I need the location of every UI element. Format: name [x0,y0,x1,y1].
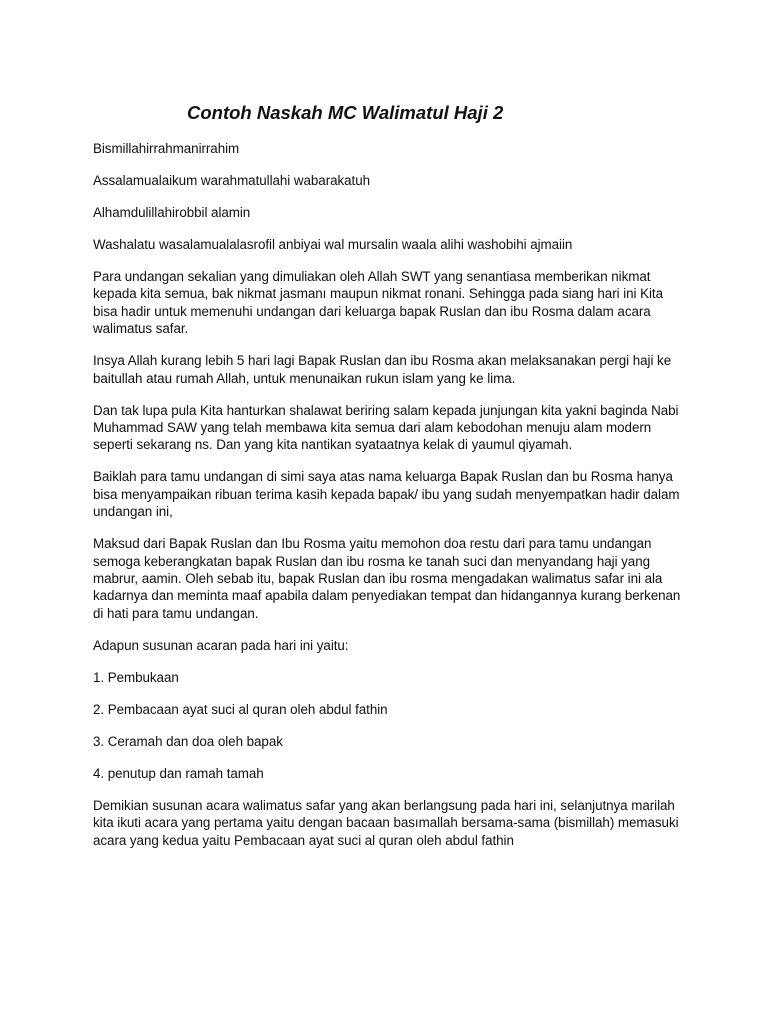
agenda-item-4: 4. penutup dan ramah tamah [93,765,264,781]
agenda-item-2: 2. Pembacaan ayat suci al quran oleh abdul fathin [93,701,388,717]
agenda-item-1: 1. Pembukaan [93,669,179,685]
paragraph-basmalah: Bismillahirrahmanirrahim [93,141,240,156]
agenda-item-3: 3. Ceramah dan doa oleh bapak [93,733,283,749]
paragraph-greeting-guests: Para undangan sekalian yang dimuliakan oleh Allah SWT yang senantiasa memberikan nikmat kepada kita semua, bak nikmat jasmanı maupun nikmat ronani. Sehingga pada siang hari ini Kita bisa hadir untuk memenuhi undangan dari keluarga bapak Ruslan dan ibu Rosma dalam acara walimatus safar. [93,269,663,337]
document-title: Contoh Naskah MC Walimatul Haji 2 [187,102,504,123]
paragraph-shalawat-prophet: Dan tak lupa pula Kita hanturkan shalawat beriring salam kepada junjungan kita yakni baginda Nabi Muhammad SAW yang telah membawa kita semua dari alam kebodohan menuju alam modern seperti sekarang ns. Dan yang kita nantikan syataatnya kelak di yaumul qiyamah. [93,402,679,453]
document-body [93,140,683,864]
paragraph-salam: Assalamualaikum warahmatullahi wabarakatuh [93,173,371,188]
paragraph-hajj-announcement: Insya Allah kurang lebih 5 hari lagi Bapak Ruslan dan ibu Rosma akan melaksanakan pergi haji ke baitullah atau rumah Allah, untuk menunaikan rukun islam yang ke lima. [93,353,672,386]
paragraph-closing: Demikian susunan acara walimatus safar yang akan berlangsung pada hari ini, selanjutnya marilah kita ikuti acara yang pertama yaitu dengan bacaan basımallah bersama-sama (bismillah) memasuki acara yang kedua yaitu Pembacaan ayat suci al quran oleh abdul fathin [93,797,679,848]
paragraph-agenda-intro: Adapun susunan acaran pada hari ini yaitu: [93,637,349,653]
paragraph-shalawat: Washalatu wasalamualalasrofil anbiyai wal mursalin waala alihi washobihi ajmaiin [93,237,573,252]
paragraph-thanks: Baiklah para tamu undangan di simi saya atas nama keluarga Bapak Ruslan dan bu Rosma hanya bisa menyampaikan ribuan terima kasih kepada bapak/ ibu yang sudah menyempatkan hadir dalam undangan ini, [93,469,680,520]
paragraph-purpose: Maksud dari Bapak Ruslan dan Ibu Rosma yaitu memohon doa restu dari para tamu undangan semoga keberangkatan bapak Ruslan dan ibu rosma ke tanah suci dan menyandang haji yang mabrur, aamin. Oleh sebab itu, bapak Ruslan dan ibu rosma mengadakan walimatus safar ini ala kadarnya dan meminta maaf apabila dalam penyediakan tempat dan hidangannya kurang berkenan di hati para tamu undangan. [93,536,681,621]
paragraph-hamdalah: Alhamdulillahirobbil alamin [93,205,251,220]
